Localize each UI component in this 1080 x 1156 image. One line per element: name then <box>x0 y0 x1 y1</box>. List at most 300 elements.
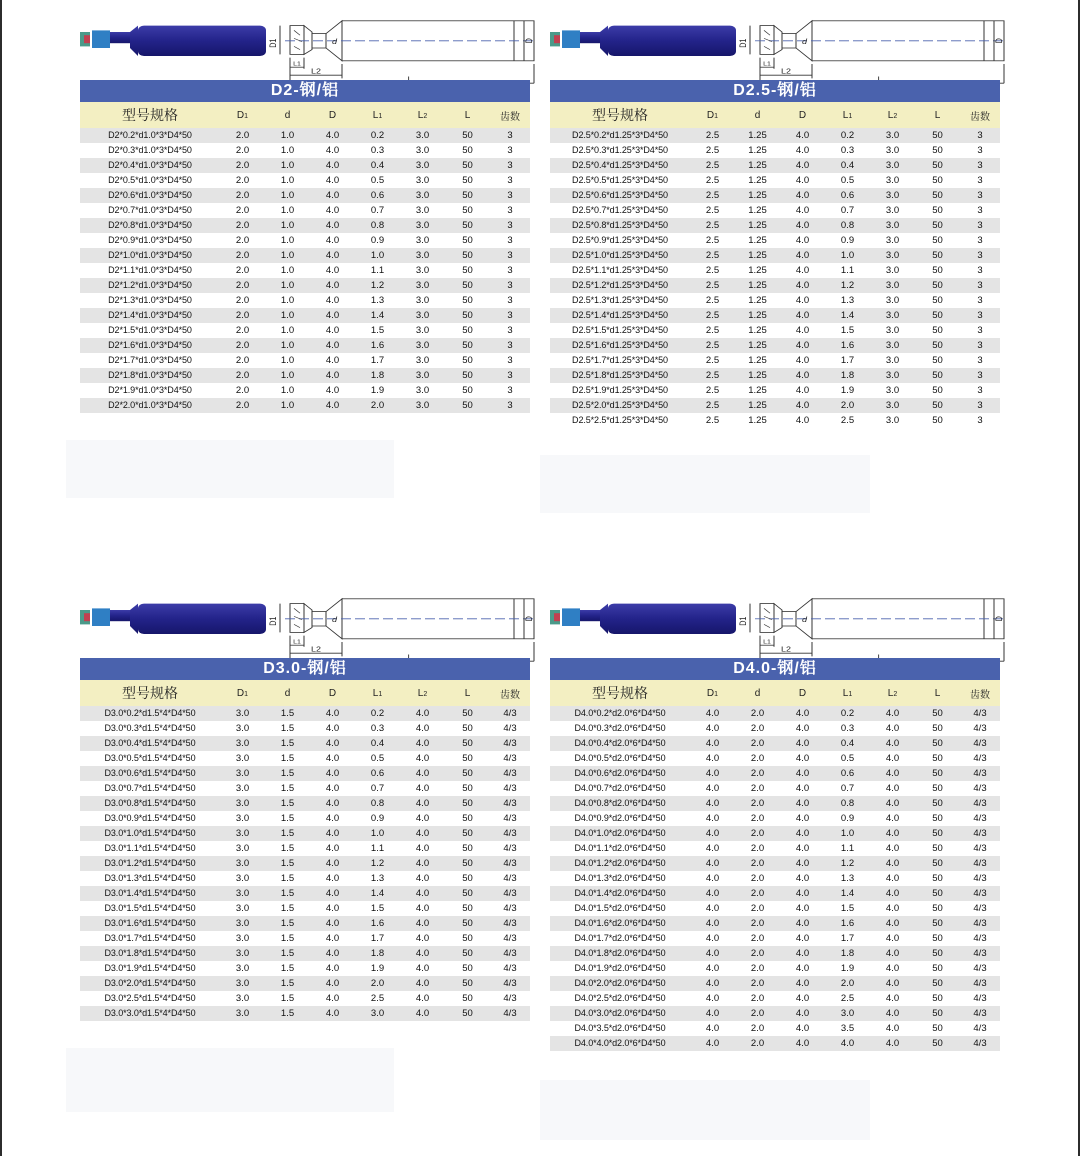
value-cell: 0.4 <box>355 158 400 173</box>
value-cell: 4.0 <box>780 1036 825 1051</box>
value-cell: 2.0 <box>735 871 780 886</box>
value-cell: 1.5 <box>265 706 310 721</box>
table-row <box>80 188 530 203</box>
header-d: d <box>735 102 780 128</box>
value-cell: 4.0 <box>870 946 915 961</box>
value-cell: 4.0 <box>690 856 735 871</box>
value-cell: 2.0 <box>220 218 265 233</box>
value-cell: 4.0 <box>690 931 735 946</box>
value-cell: 1.5 <box>265 796 310 811</box>
model-cell: D2*1.7*d1.0*3*D4*50 <box>80 353 220 368</box>
value-cell: 3 <box>490 323 530 338</box>
value-cell: 3.0 <box>400 218 445 233</box>
value-cell: 1.5 <box>265 856 310 871</box>
header-l2: L2 <box>870 102 915 128</box>
value-cell: 3 <box>960 203 1000 218</box>
value-cell: 4.0 <box>870 931 915 946</box>
value-cell: 4.0 <box>310 826 355 841</box>
value-cell: 3.0 <box>400 323 445 338</box>
model-cell: D4.0*1.1*d2.0*6*D4*50 <box>550 841 690 856</box>
value-cell: 1.5 <box>265 841 310 856</box>
value-cell: 4/3 <box>490 856 530 871</box>
value-cell: 3 <box>490 263 530 278</box>
table-row <box>80 158 530 173</box>
value-cell: 4/3 <box>960 766 1000 781</box>
value-cell: 2.5 <box>355 991 400 1006</box>
value-cell: 4.0 <box>310 158 355 173</box>
value-cell: 4.0 <box>310 203 355 218</box>
value-cell: 3.0 <box>355 1006 400 1021</box>
model-cell: D4.0*0.2*d2.0*6*D4*50 <box>550 706 690 721</box>
value-cell: 4.0 <box>310 796 355 811</box>
value-cell: 4.0 <box>400 886 445 901</box>
model-cell: D3.0*1.0*d1.5*4*D4*50 <box>80 826 220 841</box>
value-cell: 4/3 <box>490 961 530 976</box>
model-cell: D4.0*2.5*d2.0*6*D4*50 <box>550 991 690 1006</box>
value-cell: 50 <box>445 368 490 383</box>
value-cell: 0.2 <box>825 706 870 721</box>
t-slot-cutter-photo-icon <box>550 26 736 56</box>
value-cell: 2.0 <box>735 721 780 736</box>
tool-drawing <box>80 578 535 658</box>
value-cell: 2.0 <box>735 946 780 961</box>
value-cell: 2.0 <box>735 1006 780 1021</box>
value-cell: 4/3 <box>960 976 1000 991</box>
value-cell: 3.0 <box>870 398 915 413</box>
model-cell: D4.0*0.4*d2.0*6*D4*50 <box>550 736 690 751</box>
table-row <box>550 991 1000 1006</box>
table-row <box>80 721 530 736</box>
header-model: 型号规格 <box>80 680 220 706</box>
value-cell: 4.0 <box>690 886 735 901</box>
value-cell: 4.0 <box>310 961 355 976</box>
model-cell: D3.0*2.0*d1.5*4*D4*50 <box>80 976 220 991</box>
table-row <box>80 736 530 751</box>
value-cell: 4.0 <box>780 766 825 781</box>
value-cell: 3 <box>490 353 530 368</box>
spec-table <box>80 680 530 1021</box>
value-cell: 3.0 <box>220 811 265 826</box>
value-cell: 50 <box>445 871 490 886</box>
value-cell: 1.4 <box>355 308 400 323</box>
value-cell: 4.0 <box>780 158 825 173</box>
value-cell: 4.0 <box>690 781 735 796</box>
value-cell: 3.0 <box>870 413 915 428</box>
value-cell: 4.0 <box>870 736 915 751</box>
value-cell: 0.5 <box>355 173 400 188</box>
value-cell: 50 <box>915 143 960 158</box>
svg-text:L1: L1 <box>293 61 301 68</box>
value-cell: 2.0 <box>735 961 780 976</box>
table-row <box>550 398 1000 413</box>
value-cell: 4.0 <box>780 931 825 946</box>
value-cell: 2.0 <box>220 278 265 293</box>
svg-text:L2: L2 <box>311 67 321 76</box>
value-cell: 4.0 <box>310 811 355 826</box>
table-row <box>550 143 1000 158</box>
value-cell: 4.0 <box>400 991 445 1006</box>
value-cell: 2.5 <box>690 353 735 368</box>
value-cell: 3 <box>490 233 530 248</box>
value-cell: 0.6 <box>825 188 870 203</box>
value-cell: 2.5 <box>690 218 735 233</box>
value-cell: 50 <box>445 398 490 413</box>
value-cell: 50 <box>915 353 960 368</box>
value-cell: 1.25 <box>735 413 780 428</box>
value-cell: 2.5 <box>690 278 735 293</box>
value-cell: 4/3 <box>490 706 530 721</box>
value-cell: 3.0 <box>870 338 915 353</box>
model-cell: D2*1.6*d1.0*3*D4*50 <box>80 338 220 353</box>
value-cell: 3.0 <box>400 233 445 248</box>
model-cell: D2*2.0*d1.0*3*D4*50 <box>80 398 220 413</box>
value-cell: 50 <box>445 886 490 901</box>
value-cell: 1.2 <box>355 278 400 293</box>
value-cell: 4.0 <box>310 173 355 188</box>
value-cell: 0.5 <box>825 751 870 766</box>
value-cell: 2.0 <box>735 841 780 856</box>
model-cell: D3.0*1.7*d1.5*4*D4*50 <box>80 931 220 946</box>
value-cell: 2.5 <box>690 398 735 413</box>
model-cell: D2*0.2*d1.0*3*D4*50 <box>80 128 220 143</box>
model-cell: D2.5*1.4*d1.25*3*D4*50 <box>550 308 690 323</box>
value-cell: 4.0 <box>310 143 355 158</box>
value-cell: 3 <box>960 368 1000 383</box>
value-cell: 1.25 <box>735 353 780 368</box>
value-cell: 1.7 <box>355 931 400 946</box>
table-row <box>550 766 1000 781</box>
value-cell: 3 <box>960 218 1000 233</box>
model-cell: D4.0*1.0*d2.0*6*D4*50 <box>550 826 690 841</box>
shadow-panel <box>66 1048 394 1112</box>
value-cell: 4/3 <box>490 886 530 901</box>
value-cell: 3.0 <box>220 886 265 901</box>
value-cell: 3.0 <box>220 796 265 811</box>
header-d1: D1 <box>220 102 265 128</box>
value-cell: 4.0 <box>870 961 915 976</box>
value-cell: 1.1 <box>355 841 400 856</box>
value-cell: 50 <box>915 293 960 308</box>
value-cell: 1.25 <box>735 278 780 293</box>
value-cell: 2.0 <box>220 203 265 218</box>
table-row <box>550 413 1000 428</box>
value-cell: 4/3 <box>960 721 1000 736</box>
value-cell: 50 <box>915 248 960 263</box>
value-cell: 2.0 <box>735 916 780 931</box>
tool-drawing <box>550 578 1005 658</box>
value-cell: 2.5 <box>690 173 735 188</box>
model-cell: D2.5*2.0*d1.25*3*D4*50 <box>550 398 690 413</box>
model-cell: D2*1.1*d1.0*3*D4*50 <box>80 263 220 278</box>
value-cell: 50 <box>915 218 960 233</box>
model-cell: D3.0*0.3*d1.5*4*D4*50 <box>80 721 220 736</box>
model-cell: D2*0.5*d1.0*3*D4*50 <box>80 173 220 188</box>
value-cell: 50 <box>445 353 490 368</box>
value-cell: 50 <box>915 203 960 218</box>
value-cell: 0.9 <box>825 233 870 248</box>
model-cell: D3.0*1.3*d1.5*4*D4*50 <box>80 871 220 886</box>
value-cell: 4.0 <box>780 841 825 856</box>
value-cell: 2.0 <box>220 263 265 278</box>
value-cell: 1.0 <box>265 203 310 218</box>
header-d: D <box>310 680 355 706</box>
table-row <box>80 143 530 158</box>
value-cell: 4.0 <box>780 961 825 976</box>
value-cell: 50 <box>915 916 960 931</box>
table-row <box>550 128 1000 143</box>
value-cell: 50 <box>915 931 960 946</box>
header-齿数: 齿数 <box>490 680 530 706</box>
value-cell: 2.0 <box>735 991 780 1006</box>
value-cell: 4.0 <box>690 1021 735 1036</box>
value-cell: 2.5 <box>690 263 735 278</box>
value-cell: 4.0 <box>400 826 445 841</box>
value-cell: 50 <box>445 143 490 158</box>
value-cell: 1.8 <box>355 368 400 383</box>
value-cell: 4.0 <box>780 886 825 901</box>
value-cell: 1.5 <box>265 1006 310 1021</box>
value-cell: 2.0 <box>220 143 265 158</box>
value-cell: 4.0 <box>310 263 355 278</box>
value-cell: 3.0 <box>870 143 915 158</box>
value-cell: 3 <box>490 188 530 203</box>
value-cell: 4.0 <box>310 128 355 143</box>
model-cell: D2.5*0.4*d1.25*3*D4*50 <box>550 158 690 173</box>
value-cell: 4.0 <box>690 916 735 931</box>
value-cell: 50 <box>445 961 490 976</box>
value-cell: 3 <box>960 158 1000 173</box>
value-cell: 2.0 <box>220 128 265 143</box>
header-model: 型号规格 <box>550 102 690 128</box>
value-cell: 4.0 <box>400 976 445 991</box>
value-cell: 50 <box>915 158 960 173</box>
model-cell: D3.0*0.2*d1.5*4*D4*50 <box>80 706 220 721</box>
value-cell: 1.5 <box>265 946 310 961</box>
header-l2: L2 <box>400 680 445 706</box>
svg-text:d: d <box>332 615 338 624</box>
value-cell: 4.0 <box>400 706 445 721</box>
value-cell: 4.0 <box>310 736 355 751</box>
model-cell: D2.5*0.5*d1.25*3*D4*50 <box>550 173 690 188</box>
value-cell: 4.0 <box>690 871 735 886</box>
value-cell: 2.5 <box>825 413 870 428</box>
value-cell: 4.0 <box>310 901 355 916</box>
value-cell: 0.6 <box>825 766 870 781</box>
value-cell: 50 <box>445 293 490 308</box>
value-cell: 1.5 <box>265 766 310 781</box>
value-cell: 50 <box>915 826 960 841</box>
value-cell: 3.0 <box>220 916 265 931</box>
model-cell: D3.0*1.9*d1.5*4*D4*50 <box>80 961 220 976</box>
value-cell: 4.0 <box>400 931 445 946</box>
table-row <box>80 976 530 991</box>
t-slot-cutter-photo-icon <box>80 26 266 56</box>
model-cell: D4.0*1.5*d2.0*6*D4*50 <box>550 901 690 916</box>
value-cell: 3 <box>960 338 1000 353</box>
value-cell: 4.0 <box>780 916 825 931</box>
model-cell: D3.0*1.5*d1.5*4*D4*50 <box>80 901 220 916</box>
value-cell: 4.0 <box>310 856 355 871</box>
value-cell: 3.0 <box>220 706 265 721</box>
table-row <box>80 961 530 976</box>
value-cell: 4.0 <box>690 766 735 781</box>
table-row <box>80 263 530 278</box>
value-cell: 1.8 <box>825 946 870 961</box>
value-cell: 3.0 <box>400 293 445 308</box>
value-cell: 2.5 <box>690 338 735 353</box>
value-cell: 4.0 <box>780 383 825 398</box>
value-cell: 4.0 <box>310 781 355 796</box>
value-cell: 50 <box>915 946 960 961</box>
value-cell: 50 <box>915 338 960 353</box>
value-cell: 2.0 <box>220 293 265 308</box>
value-cell: 3.0 <box>870 263 915 278</box>
value-cell: 4.0 <box>310 338 355 353</box>
value-cell: 4.0 <box>310 383 355 398</box>
value-cell: 4.0 <box>780 353 825 368</box>
value-cell: 4.0 <box>400 946 445 961</box>
value-cell: 1.0 <box>265 158 310 173</box>
value-cell: 4.0 <box>400 781 445 796</box>
model-cell: D4.0*0.8*d2.0*6*D4*50 <box>550 796 690 811</box>
value-cell: 3.0 <box>400 158 445 173</box>
value-cell: 4.0 <box>780 946 825 961</box>
value-cell: 1.4 <box>825 308 870 323</box>
value-cell: 4/3 <box>490 811 530 826</box>
value-cell: 0.9 <box>825 811 870 826</box>
value-cell: 3.0 <box>220 991 265 1006</box>
value-cell: 4/3 <box>490 826 530 841</box>
model-cell: D3.0*0.8*d1.5*4*D4*50 <box>80 796 220 811</box>
value-cell: 2.0 <box>735 796 780 811</box>
value-cell: 50 <box>915 278 960 293</box>
value-cell: 50 <box>445 991 490 1006</box>
table-row <box>80 173 530 188</box>
value-cell: 4/3 <box>490 1006 530 1021</box>
value-cell: 0.2 <box>355 706 400 721</box>
value-cell: 4.0 <box>310 721 355 736</box>
value-cell: 4.0 <box>780 368 825 383</box>
value-cell: 4.0 <box>400 856 445 871</box>
header-l1: L1 <box>355 102 400 128</box>
value-cell: 4.0 <box>690 751 735 766</box>
svg-text:d: d <box>332 37 338 46</box>
table-row <box>550 781 1000 796</box>
value-cell: 50 <box>915 811 960 826</box>
value-cell: 3.0 <box>400 143 445 158</box>
header-l2: L2 <box>870 680 915 706</box>
header-l1: L1 <box>825 680 870 706</box>
model-cell: D2*1.0*d1.0*3*D4*50 <box>80 248 220 263</box>
value-cell: 1.8 <box>825 368 870 383</box>
svg-text:D1: D1 <box>268 38 279 48</box>
model-cell: D2.5*1.2*d1.25*3*D4*50 <box>550 278 690 293</box>
model-cell: D3.0*1.6*d1.5*4*D4*50 <box>80 916 220 931</box>
svg-text:L2: L2 <box>781 67 791 76</box>
value-cell: 50 <box>445 278 490 293</box>
table-row <box>80 218 530 233</box>
value-cell: 4.0 <box>870 976 915 991</box>
value-cell: 2.0 <box>735 751 780 766</box>
shadow-panel <box>540 455 870 513</box>
value-cell: 3 <box>960 323 1000 338</box>
value-cell: 2.0 <box>220 188 265 203</box>
table-row <box>550 961 1000 976</box>
value-cell: 3.0 <box>400 353 445 368</box>
header-l: L <box>915 102 960 128</box>
value-cell: 0.9 <box>355 811 400 826</box>
value-cell: 50 <box>445 158 490 173</box>
value-cell: 3.0 <box>220 946 265 961</box>
value-cell: 50 <box>445 781 490 796</box>
value-cell: 1.5 <box>265 916 310 931</box>
value-cell: 1.5 <box>265 976 310 991</box>
value-cell: 1.9 <box>355 961 400 976</box>
model-cell: D2.5*1.9*d1.25*3*D4*50 <box>550 383 690 398</box>
value-cell: 4/3 <box>960 886 1000 901</box>
svg-text:d: d <box>802 615 808 624</box>
value-cell: 50 <box>445 128 490 143</box>
value-cell: 2.5 <box>690 293 735 308</box>
value-cell: 4.0 <box>310 308 355 323</box>
value-cell: 4/3 <box>490 931 530 946</box>
value-cell: 2.0 <box>735 931 780 946</box>
value-cell: 1.9 <box>355 383 400 398</box>
header-l2: L2 <box>400 102 445 128</box>
value-cell: 4.0 <box>870 811 915 826</box>
value-cell: 1.25 <box>735 323 780 338</box>
value-cell: 0.7 <box>355 781 400 796</box>
value-cell: 1.0 <box>355 248 400 263</box>
value-cell: 0.2 <box>825 128 870 143</box>
value-cell: 1.0 <box>265 173 310 188</box>
value-cell: 1.5 <box>265 991 310 1006</box>
value-cell: 3 <box>490 293 530 308</box>
value-cell: 1.5 <box>265 886 310 901</box>
value-cell: 2.5 <box>690 233 735 248</box>
value-cell: 1.25 <box>735 248 780 263</box>
value-cell: 4/3 <box>490 781 530 796</box>
value-cell: 1.6 <box>355 916 400 931</box>
value-cell: 4.0 <box>690 721 735 736</box>
model-cell: D2*0.3*d1.0*3*D4*50 <box>80 143 220 158</box>
value-cell: 4.0 <box>690 826 735 841</box>
value-cell: 1.9 <box>825 383 870 398</box>
value-cell: 50 <box>915 368 960 383</box>
value-cell: 4.0 <box>400 916 445 931</box>
value-cell: 4.0 <box>310 841 355 856</box>
value-cell: 50 <box>445 826 490 841</box>
value-cell: 4/3 <box>490 751 530 766</box>
header-d: d <box>735 680 780 706</box>
value-cell: 4.0 <box>780 413 825 428</box>
value-cell: 50 <box>445 766 490 781</box>
value-cell: 4.0 <box>870 901 915 916</box>
table-row <box>550 338 1000 353</box>
value-cell: 3 <box>960 398 1000 413</box>
value-cell: 3 <box>490 128 530 143</box>
value-cell: 1.25 <box>735 398 780 413</box>
value-cell: 50 <box>445 203 490 218</box>
value-cell: 4/3 <box>960 781 1000 796</box>
table-row <box>80 811 530 826</box>
value-cell: 50 <box>445 188 490 203</box>
value-cell: 3 <box>960 173 1000 188</box>
value-cell: 4.0 <box>400 736 445 751</box>
value-cell: 0.8 <box>825 796 870 811</box>
value-cell: 50 <box>915 886 960 901</box>
value-cell: 4.0 <box>310 766 355 781</box>
